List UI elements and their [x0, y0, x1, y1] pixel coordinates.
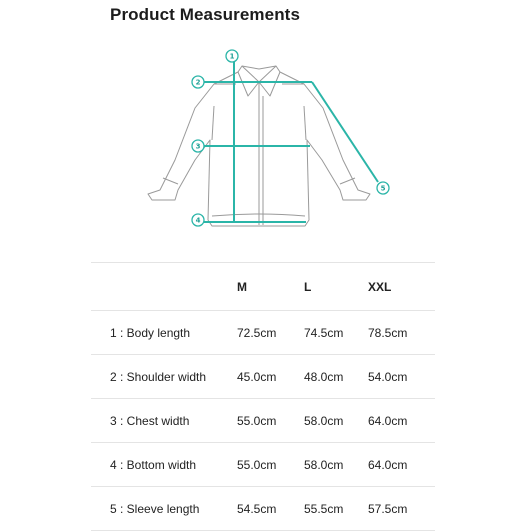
row-label: 3 : Chest width	[110, 413, 190, 428]
marker-2	[192, 76, 204, 88]
table-row	[91, 399, 435, 443]
measurement-lines	[204, 62, 378, 222]
marker-1	[226, 50, 238, 62]
table-header-row	[91, 263, 435, 311]
svg-text:5: 5	[380, 184, 386, 193]
sleeve-length-line	[312, 82, 378, 182]
value-l: 55.5cm	[304, 501, 344, 516]
row-label: 5 : Sleeve length	[110, 501, 200, 516]
marker-4	[192, 214, 204, 226]
row-label: 2 : Shoulder width	[110, 369, 207, 384]
value-m: 72.5cm	[237, 325, 277, 340]
shirt-diagram	[0, 0, 525, 250]
value-m: 55.0cm	[237, 413, 277, 428]
header-cell-size-xxl: XXL	[368, 279, 392, 294]
value-l: 58.0cm	[304, 413, 344, 428]
row-label: 1 : Body length	[110, 325, 191, 340]
page-title: Product Measurements	[110, 5, 300, 24]
value-xxl: 78.5cm	[368, 325, 408, 340]
svg-text:1: 1	[229, 52, 235, 61]
value-l: 48.0cm	[304, 369, 344, 384]
value-xxl: 57.5cm	[368, 501, 408, 516]
value-l: 58.0cm	[304, 457, 344, 472]
value-l: 74.5cm	[304, 325, 344, 340]
svg-text:2: 2	[195, 78, 201, 87]
measurements-table	[91, 262, 435, 531]
header-cell-size-l: L	[304, 279, 312, 294]
svg-text:4: 4	[195, 216, 201, 225]
header-cell-size-m: M	[237, 279, 247, 294]
svg-text:3: 3	[195, 142, 201, 151]
table-row	[91, 355, 435, 399]
marker-3	[192, 140, 204, 152]
table-row	[91, 487, 435, 531]
value-xxl: 54.0cm	[368, 369, 408, 384]
table-row	[91, 443, 435, 487]
marker-5	[377, 182, 389, 194]
value-xxl: 64.0cm	[368, 457, 408, 472]
value-m: 54.5cm	[237, 501, 277, 516]
row-label: 4 : Bottom width	[110, 457, 197, 472]
table-row	[91, 311, 435, 355]
value-m: 45.0cm	[237, 369, 277, 384]
value-m: 55.0cm	[237, 457, 277, 472]
value-xxl: 64.0cm	[368, 413, 408, 428]
